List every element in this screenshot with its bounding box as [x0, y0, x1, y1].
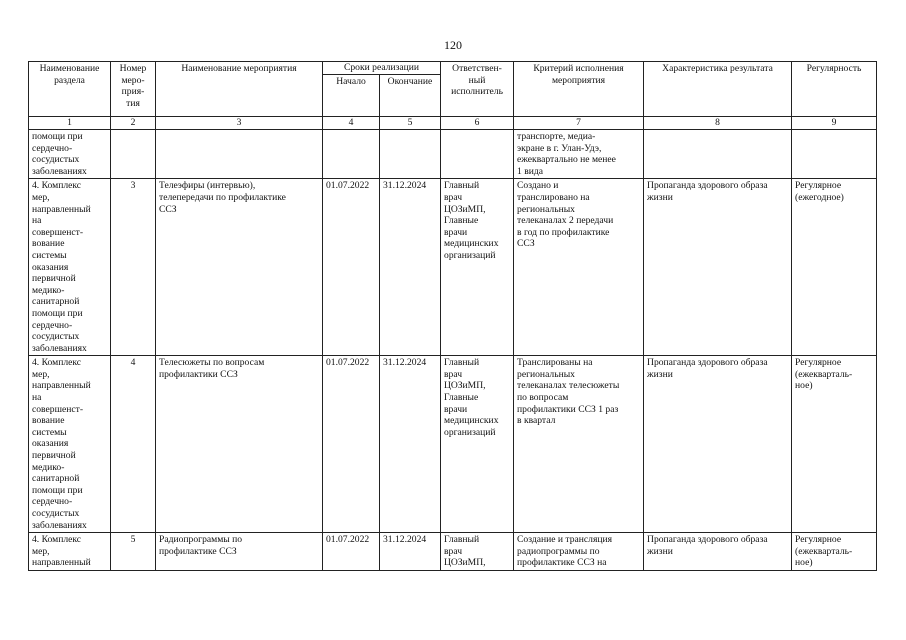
column-number: 2	[111, 117, 156, 130]
end-date-cell	[380, 130, 441, 179]
regularity-cell: Регулярное (ежегодное)	[792, 179, 877, 356]
header-start: Начало	[323, 75, 380, 117]
end-date-cell: 31.12.2024	[380, 179, 441, 356]
activity-name-cell: Телесюжеты по вопросам профилактики ССЗ	[156, 356, 323, 533]
end-date-cell: 31.12.2024	[380, 533, 441, 571]
start-date-cell: 01.07.2022	[323, 179, 380, 356]
header-regularity: Регулярность	[792, 62, 877, 117]
start-date-cell: 01.07.2022	[323, 533, 380, 571]
header-criterion: Критерий исполнения мероприятия	[514, 62, 644, 117]
result-cell: Пропаганда здорового образа жизни	[644, 356, 792, 533]
header-dates-group: Сроки реализации	[323, 62, 441, 75]
column-number: 3	[156, 117, 323, 130]
regularity-cell: Регулярное (ежекварталь- ное)	[792, 356, 877, 533]
activity-name-cell	[156, 130, 323, 179]
regularity-cell: Регулярное (ежекварталь- ное)	[792, 533, 877, 571]
criterion-cell: Создано и транслировано на региональных телеканалах 2 передачи в год по профилактике ССЗ	[514, 179, 644, 356]
result-cell	[644, 130, 792, 179]
result-cell: Пропаганда здорового образа жизни	[644, 179, 792, 356]
number-cell	[111, 130, 156, 179]
page-number: 120	[444, 38, 462, 52]
number-cell: 3	[111, 179, 156, 356]
header-section: Наименование раздела	[29, 62, 111, 117]
section-cell: 4. Комплекс мер, направленный на совершенст- вование системы оказания первичной медико- санитарной помощи при сердечно- сосудистых заболеваниях	[29, 356, 111, 533]
column-number: 4	[323, 117, 380, 130]
responsible-cell	[441, 130, 514, 179]
section-cell: помощи при сердечно- сосудистых заболеваниях	[29, 130, 111, 179]
column-number: 7	[514, 117, 644, 130]
criterion-cell: Создание и трансляция радиопрограммы по профилактике ССЗ на	[514, 533, 644, 571]
header-row	[29, 62, 877, 75]
header-end: Окончание	[380, 75, 441, 117]
start-date-cell: 01.07.2022	[323, 356, 380, 533]
column-number: 5	[380, 117, 441, 130]
header-responsible: Ответствен- ный исполнитель	[441, 62, 514, 117]
column-number: 9	[792, 117, 877, 130]
result-cell: Пропаганда здорового образа жизни	[644, 533, 792, 571]
start-date-cell	[323, 130, 380, 179]
responsible-cell: Главный врач ЦОЗиМП,	[441, 533, 514, 571]
activity-name-cell: Радиопрограммы по профилактике ССЗ	[156, 533, 323, 571]
responsible-cell: Главный врач ЦОЗиМП, Главные врачи медицинских организаций	[441, 356, 514, 533]
regularity-cell	[792, 130, 877, 179]
column-number: 8	[644, 117, 792, 130]
table-row	[29, 130, 877, 179]
number-cell: 5	[111, 533, 156, 571]
number-cell: 4	[111, 356, 156, 533]
end-date-cell: 31.12.2024	[380, 356, 441, 533]
header-number: Номер меро- прия- тия	[111, 62, 156, 117]
criterion-cell: Транслированы на региональных телеканалах телесюжеты по вопросам профилактики ССЗ 1 раз в квартал	[514, 356, 644, 533]
table-row	[29, 179, 877, 356]
activity-name-cell: Телеэфиры (интервью), телепередачи по профилактике ССЗ	[156, 179, 323, 356]
section-cell: 4. Комплекс мер, направленный на совершенст- вование системы оказания первичной медико- санитарной помощи при сердечно- сосудистых заболеваниях	[29, 179, 111, 356]
table-row	[29, 356, 877, 533]
activities-table	[28, 61, 877, 571]
column-number: 1	[29, 117, 111, 130]
table-row	[29, 533, 877, 571]
column-number-row	[29, 117, 877, 130]
column-number: 6	[441, 117, 514, 130]
section-cell: 4. Комплекс мер, направленный	[29, 533, 111, 571]
criterion-cell: транспорте, медиа- экране в г. Улан-Удэ, ежеквартально не менее 1 вида	[514, 130, 644, 179]
header-result: Характеристика результата	[644, 62, 792, 117]
header-activity-name: Наименование мероприятия	[156, 62, 323, 117]
responsible-cell: Главный врач ЦОЗиМП, Главные врачи медицинских организаций	[441, 179, 514, 356]
